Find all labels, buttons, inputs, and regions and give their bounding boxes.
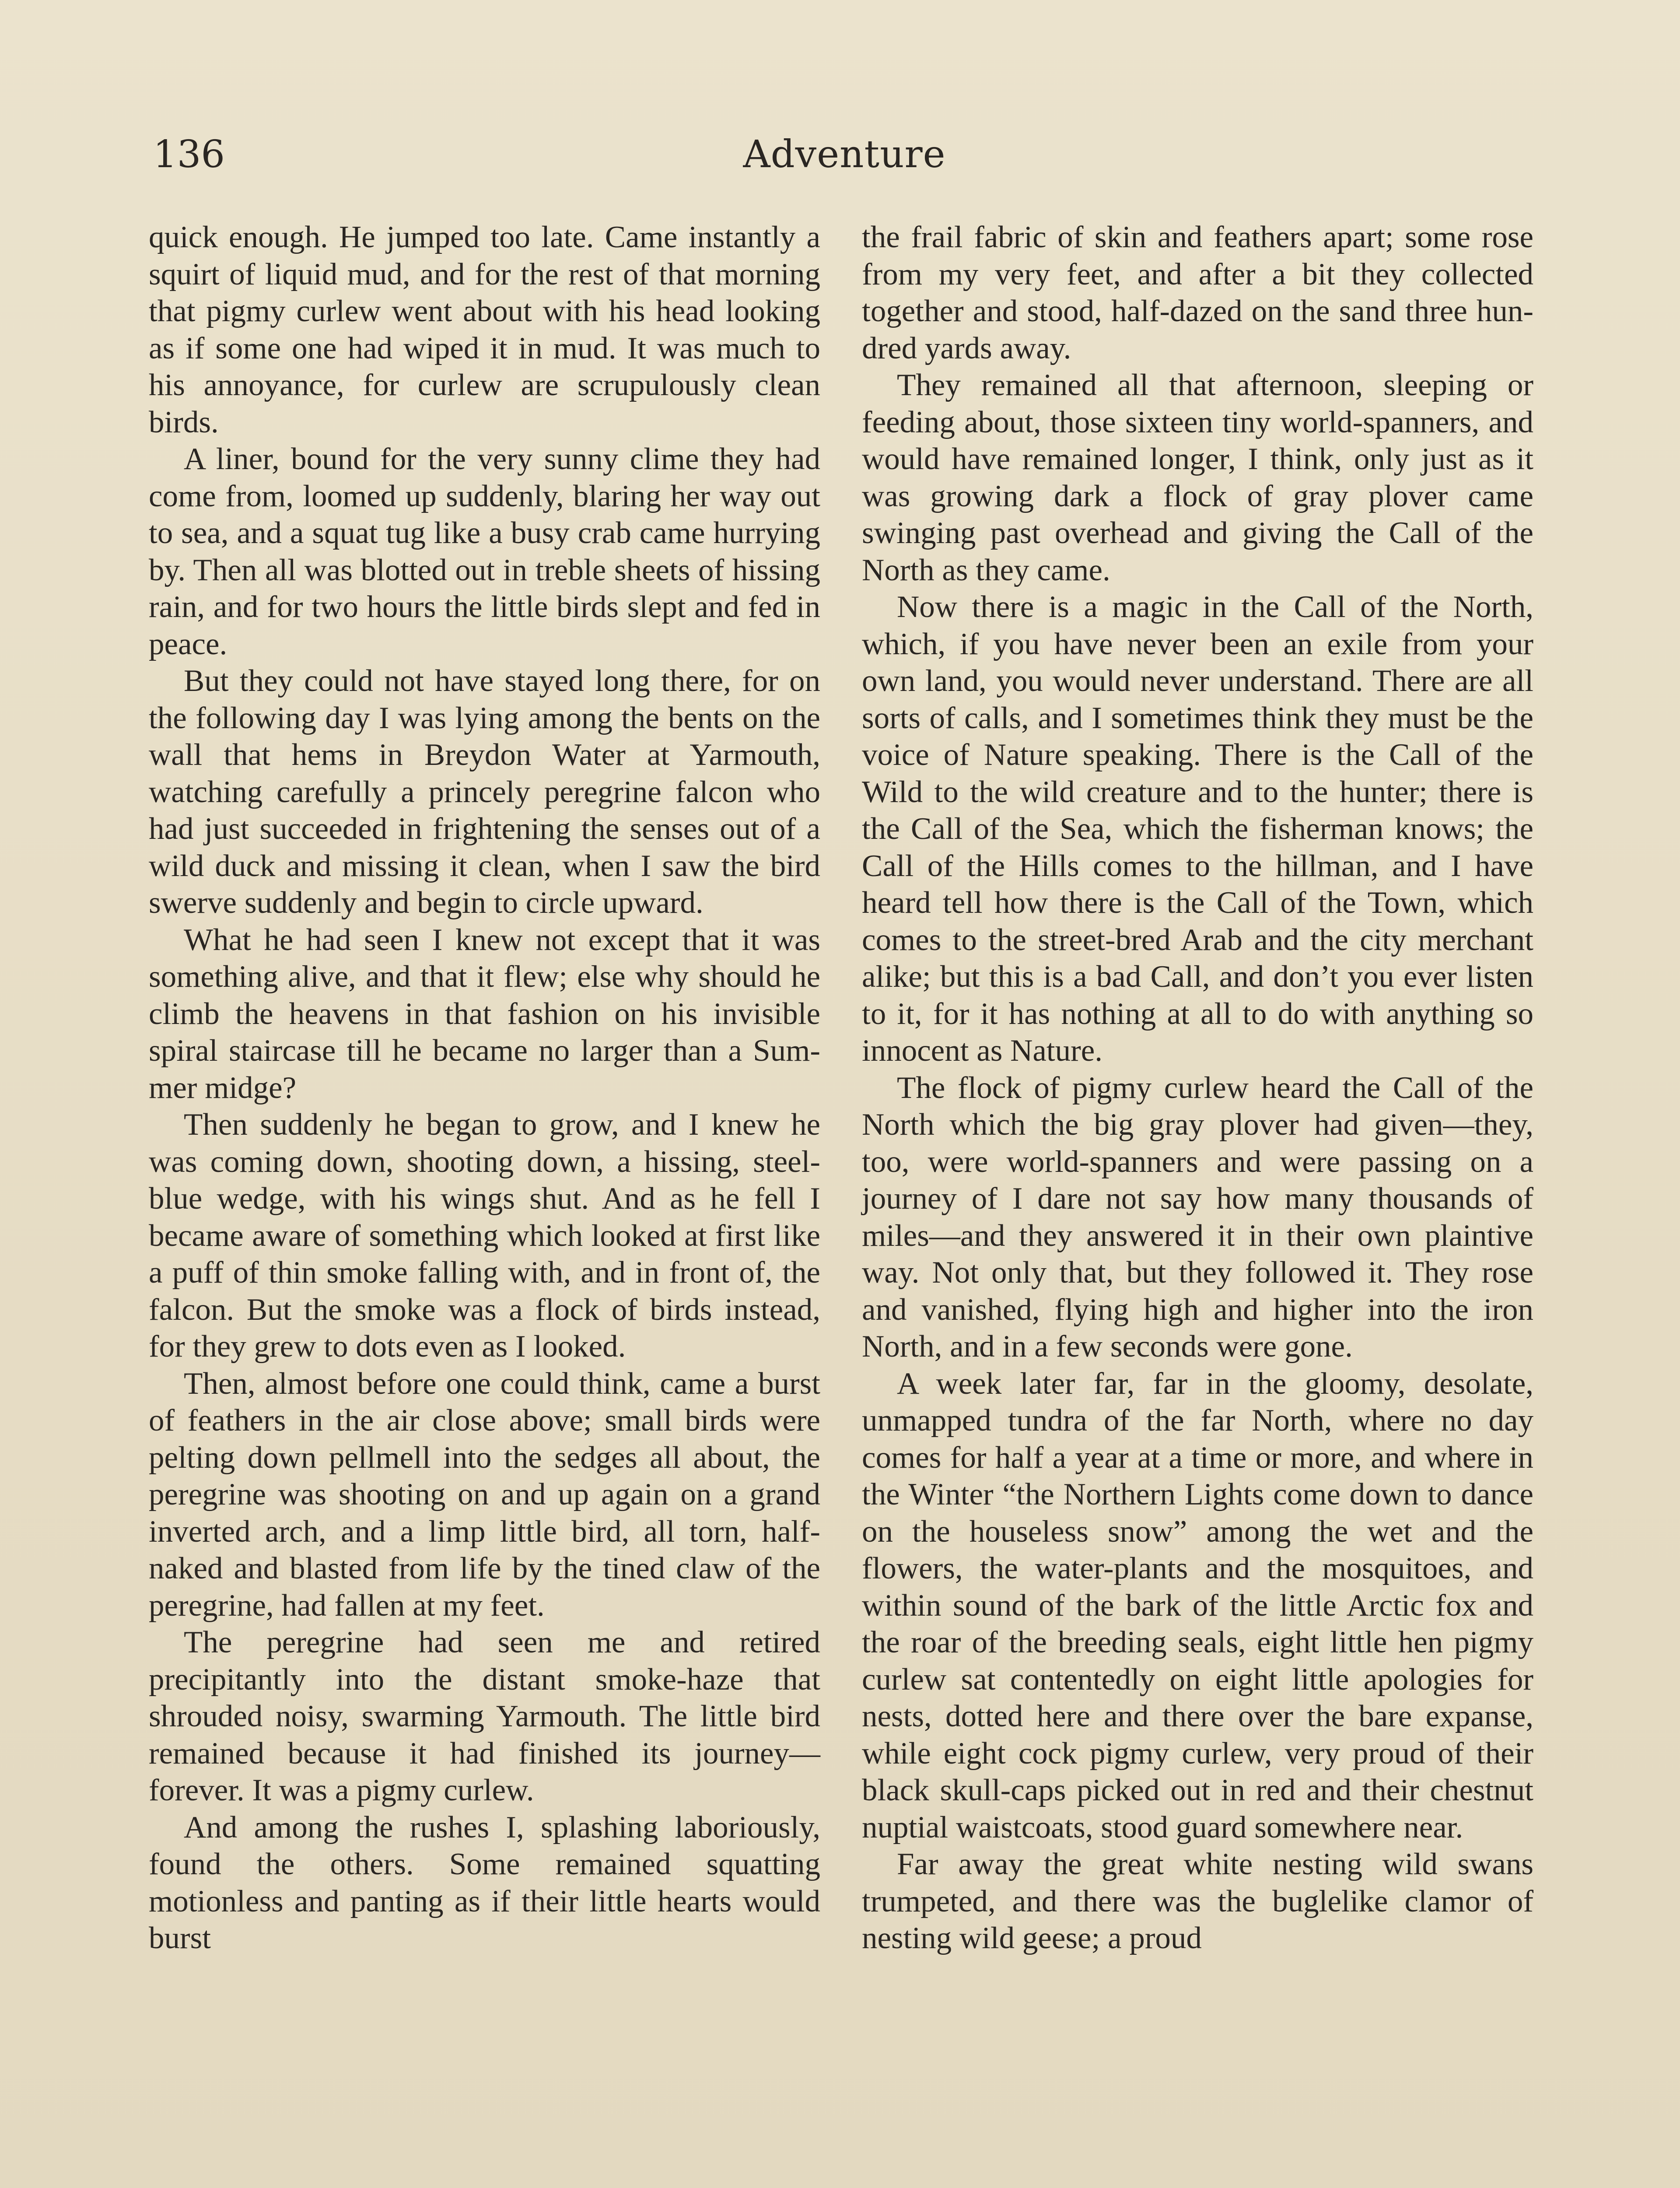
page-header xyxy=(149,126,1540,183)
paragraph: the frail fabric of skin and feathers apart; some rose from my very feet, and after a bit they collected together and stood, half-dazed on the sand three hundred yards away. xyxy=(862,220,1533,365)
paragraph: But they could not have stayed long there, for on the following day I was lying among the bents on the wall that hems in Breydon Water at Yarmouth, watching carefully a princely peregrine falcon who had just succeeded in frightening the senses out of a wild duck and missing it clean, when I saw the bird swerve suddenly and begin to circle upward. xyxy=(149,664,820,920)
paragraph: And among the rushes I, splashing laboriously, found the others. Some remained squatting motionless and panting as if their little hearts would burst xyxy=(149,1810,820,1955)
paragraph: The flock of pigmy curlew heard the Call of the North which the big gray plover had given—they, too, were world-spanners and were passing on a journey of I dare not say how many thousands of miles—and they answered it in their own plaintive way. Not only that, but they followed it. They rose and vanished, flying high and higher into the iron North, and in a few seconds were gone. xyxy=(862,1070,1533,1364)
paragraph: Then suddenly he began to grow, and I knew he was coming down, shooting down, a hissing, steel-blue wedge, with his wings shut. And as he fell I became aware of something which looked at first like a puff of thin smoke falling with, and in front of, the falcon. But the smoke was a flock of birds instead, for they grew to dots even as I looked. xyxy=(149,1108,820,1364)
running-title: Adventure xyxy=(743,133,946,176)
paragraph: The peregrine had seen me and retired precipitantly into the distant smoke-haze that shrouded noisy, swarming Yarmouth. The little bird remained because it had finished its journey—forever. It was a pigmy curlew. xyxy=(149,1625,820,1807)
paragraph: A liner, bound for the very sunny clime they had come from, loomed up suddenly, blaring her way out to sea, and a squat tug like a busy crab came hurrying by. Then all was blotted out in treble sheets of hissing rain, and for two hours the little birds slept and fed in peace. xyxy=(149,442,820,661)
paragraph: Far away the great white nesting wild swans trumpeted, and there was the buglelike clamor of nesting wild geese; a proud xyxy=(862,1847,1533,1955)
paragraph: quick enough. He jumped too late. Came instantly a squirt of liquid mud, and for the rest of that morning that pigmy curlew went about with his head looking as if some one had wiped it in mud. It was much to his annoyance, for curlew are scrupulously clean birds. xyxy=(149,220,820,439)
paragraph: What he had seen I knew not except that it was something alive, and that it flew; else why should he climb the heavens in that fashion on his invisible spiral staircase till he became no larger than a Summer midge? xyxy=(149,922,820,1105)
left-column xyxy=(149,219,820,1957)
paragraph: They remained all that afternoon, sleeping or feeding about, those sixteen tiny world-spanners, and would have remained longer, I think, only just as it was growing dark a flock of gray plover came swinging past overhead and giving the Call of the North as they came. xyxy=(862,368,1533,587)
paragraph: Now there is a magic in the Call of the North, which, if you have never been an exile from your own land, you would never understand. There are all sorts of calls, and I sometimes think they must be the voice of Nature speaking. There is the Call of the Wild to the wild creature and to the hunter; there is the Call of the Sea, which the fisherman knows; the Call of the Hills comes to the hillman, and I have heard tell how there is the Call of the Town, which comes to the street-bred Arab and the city merchant alike; but this is a bad Call, and don’t you ever listen to it, for it has nothing at all to do with anything so innocent as Nature. xyxy=(862,590,1533,1068)
paragraph: Then, almost before one could think, came a burst of feathers in the air close above; small birds were pelting down pellmell into the sedges all about, the peregrine was shooting on and up again on a grand inverted arch, and a limp little bird, all torn, half-naked and blasted from life by the tined claw of the peregrine, had fallen at my feet. xyxy=(149,1366,820,1623)
right-column xyxy=(862,219,1533,1957)
page-number: 136 xyxy=(153,133,225,176)
paragraph: A week later far, far in the gloomy, desolate, unmapped tundra of the far North, where no day comes for half a year at a time or more, and where in the Winter “the Northern Lights come down to dance on the houseless snow” among the wet and the flowers, the water-plants and the mosquitoes, and within sound of the bark of the little Arctic fox and the roar of the breeding seals, eight little hen pigmy curlew sat contentedly on eight little apologies for nests, dotted here and there over the bare expanse, while eight cock pigmy curlew, very proud of their black skull-caps picked out in red and their chestnut nuptial waistcoats, stood guard somewhere near. xyxy=(862,1366,1533,1844)
